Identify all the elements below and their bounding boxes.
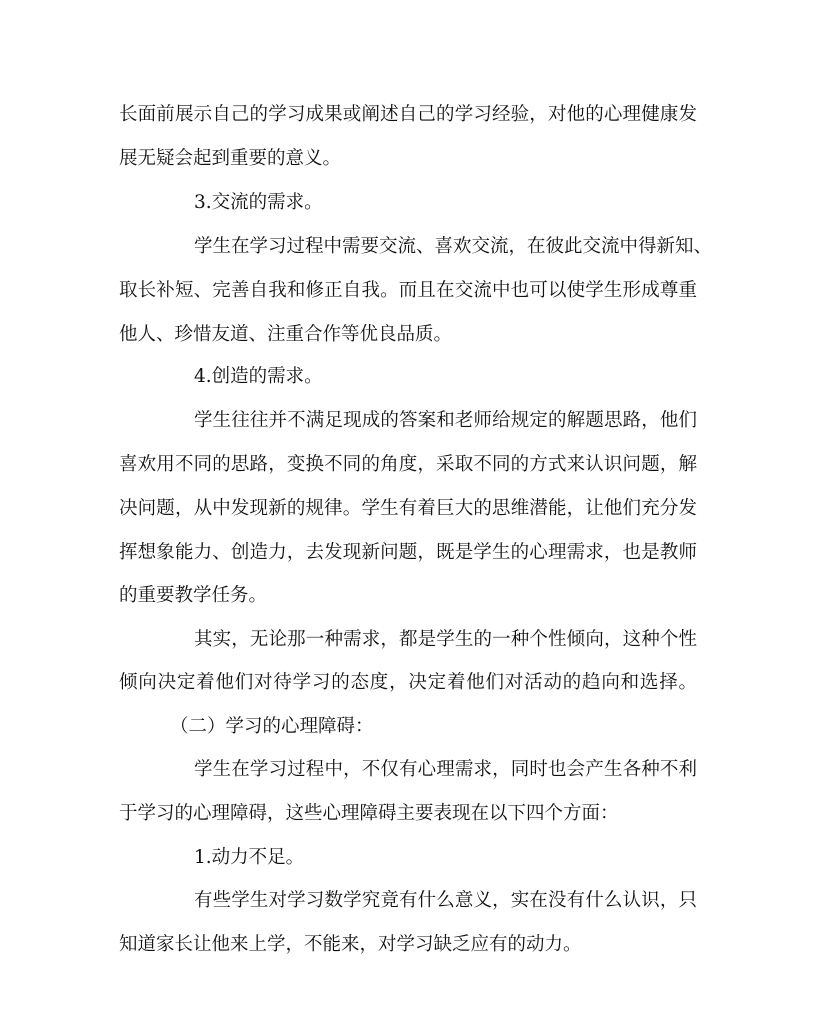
text-line: 其实，无论那一种需求，都是学生的一种个性倾向，这种个性 — [194, 629, 697, 650]
text-line: 知道家长让他来上学，不能来，对学习缺乏应有的动力。 — [119, 934, 582, 955]
text-line: 挥想象能力、创造力，去发现新问题，既是学生的心理需求，也是教师 — [119, 542, 697, 563]
text-line: 喜欢用不同的思路，变换不同的角度，采取不同的方式来认识问题，解 — [119, 454, 697, 475]
section-heading: 1.动力不足。 — [194, 847, 305, 868]
text-line: 有些学生对学习数学究竟有什么意义，实在没有什么认识，只 — [194, 890, 697, 911]
section-heading: 4.创造的需求。 — [194, 366, 323, 387]
text-line: 学生往往并不满足现成的答案和老师给规定的解题思路，他们 — [194, 410, 697, 431]
text-line: 决问题，从中发现新的规律。学生有着巨大的思维潜能，让他们充分发 — [119, 498, 697, 519]
text-line: 倾向决定着他们对待学习的态度，决定着他们对活动的趋向和选择。 — [119, 672, 697, 693]
text-line: 的重要教学任务。 — [119, 585, 268, 606]
text-line: 学生在学习过程中需要交流、喜欢交流，在彼此交流中得新知、 — [194, 236, 713, 257]
section-heading: （二）学习的心理障碍： — [170, 716, 374, 737]
text-line: 取长补短、完善自我和修正自我。而且在交流中也可以使学生形成尊重 — [119, 280, 697, 301]
section-heading: 3.交流的需求。 — [194, 192, 323, 213]
text-line: 学生在学习过程中，不仅有心理需求，同时也会产生各种不利 — [194, 759, 697, 780]
text-line: 于学习的心理障碍，这些心理障碍主要表现在以下四个方面： — [119, 803, 619, 824]
text-line: 长面前展示自己的学习成果或阐述自己的学习经验，对他的心理健康发 — [119, 104, 697, 125]
text-line: 展无疑会起到重要的意义。 — [119, 148, 342, 169]
text-line: 他人、珍惜友道、注重合作等优良品质。 — [119, 324, 453, 345]
